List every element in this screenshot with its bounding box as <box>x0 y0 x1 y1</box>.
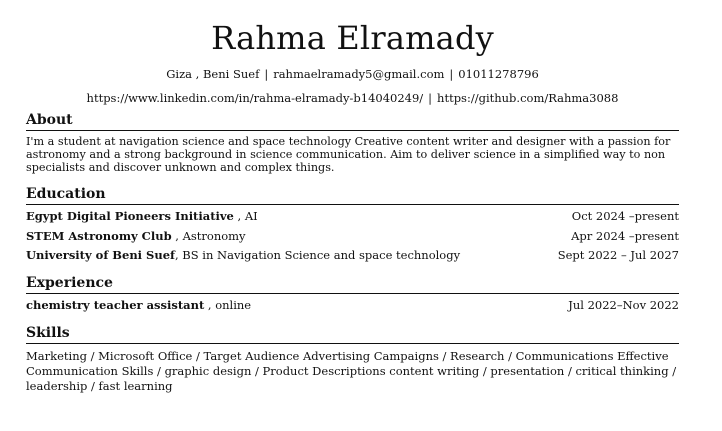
linkedin-link[interactable]: https://www.linkedin.com/in/rahma-elramady-b14040249/ <box>86 91 424 105</box>
education-org: STEM Astronomy Club <box>26 228 172 243</box>
experience-list <box>26 296 679 316</box>
skills-text: Marketing / Microsoft Office / Target Audience Advertising Campaigns / Research / Communications Effective Communication Skills / graphic design / Product Descriptions content writing / presentation / critical thinking / leadership / fast learning <box>26 349 677 393</box>
contact-separator: | <box>264 67 269 81</box>
links-line <box>26 91 679 105</box>
email-link[interactable]: rahmaelramady5@gmail.com <box>273 67 445 81</box>
experience-role: chemistry teacher assistant <box>26 297 205 312</box>
education-detail: , Astronomy <box>171 228 246 243</box>
contact-separator: | <box>449 67 454 81</box>
education-item <box>26 207 679 227</box>
education-date: Apr 2024 –present <box>571 228 679 243</box>
experience-entry <box>26 296 251 316</box>
education-date: Sept 2022 – Jul 2027 <box>557 248 679 263</box>
contact-line <box>26 67 679 81</box>
education-entry <box>26 207 258 227</box>
education-item <box>26 227 679 247</box>
education-heading: Education <box>26 186 679 205</box>
education-org: University of Beni Suef <box>26 248 175 263</box>
experience-heading: Experience <box>26 275 679 294</box>
phone-text: 01011278796 <box>458 67 539 81</box>
github-link[interactable]: https://github.com/Rahma3088 <box>437 91 619 105</box>
education-entry <box>26 227 246 247</box>
experience-item <box>26 296 679 316</box>
education-detail: , BS in Navigation Science and space technology <box>174 248 461 263</box>
experience-date: Jul 2022–Nov 2022 <box>568 297 679 312</box>
education-list <box>26 207 679 266</box>
education-entry <box>26 246 460 266</box>
skills-heading: Skills <box>26 325 679 344</box>
education-detail: , AI <box>233 209 258 224</box>
education-org: Egypt Digital Pioneers Initiative <box>26 209 234 224</box>
resume-page <box>26 0 679 393</box>
candidate-name: Rahma Elramady <box>211 19 494 57</box>
experience-detail: , online <box>204 297 252 312</box>
about-text: I'm a student at navigation science and space technology Creative content writer and designer with a passion for astronomy and a strong background in science communication. Aim to deliver science in a simplified way to non specialists and discover unknown and complex things. <box>26 135 671 174</box>
location-text: Giza , Beni Suef <box>166 67 260 81</box>
about-heading: About <box>26 112 679 131</box>
education-date: Oct 2024 –present <box>571 209 679 224</box>
contact-separator: | <box>428 91 433 105</box>
education-item <box>26 246 679 266</box>
